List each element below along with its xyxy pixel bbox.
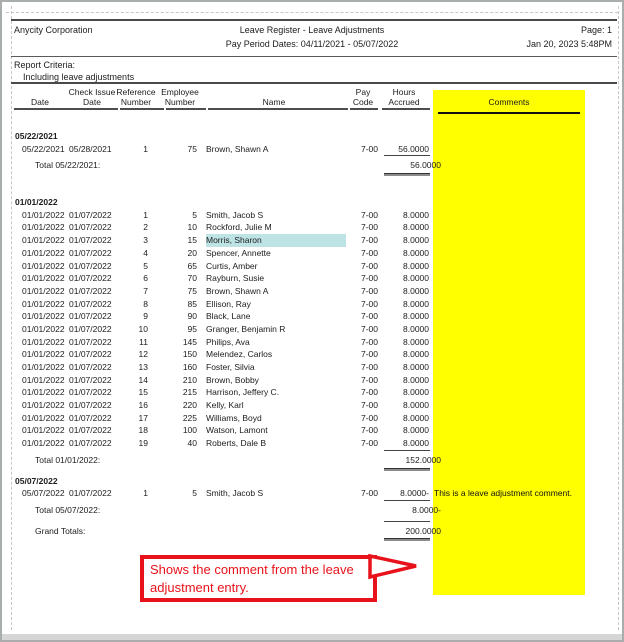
page-number: Page: 1: [580, 25, 612, 35]
cell-reference-number: 6: [143, 273, 148, 284]
cell-pay-code: 7-00: [360, 438, 378, 449]
group-total-value: 8.0000-: [412, 504, 441, 515]
cell-reference-number: 1: [143, 488, 148, 499]
hours-sum-line: [384, 450, 430, 451]
cell-comment: [430, 336, 583, 349]
cell-pay-code: 7-00: [360, 387, 378, 398]
name-text: Melendez, Carlos: [206, 349, 273, 360]
cell-name: [200, 412, 348, 425]
cell-employee-number: 225: [182, 412, 197, 423]
cell-hours-accrued: 8.0000: [403, 349, 429, 360]
cell-check-issue-date: 01/07/2022: [69, 260, 112, 271]
cell-check-issue-date: 01/07/2022: [69, 438, 112, 449]
table-row: [14, 424, 589, 437]
table-row: [14, 336, 589, 349]
cell-check-issue-date: 05/28/2021: [69, 143, 112, 154]
name-text: Rayburn, Susie: [206, 273, 265, 284]
cell-date: 01/01/2022: [22, 285, 65, 296]
cell-date: 01/01/2022: [22, 438, 65, 449]
name-text: Kelly, Karl: [206, 400, 244, 411]
cell-name: [200, 247, 348, 260]
header-mid-rule: [11, 56, 617, 57]
page-margin-guide-left: [11, 6, 12, 630]
cell-comment: [430, 234, 583, 247]
cell-date: 01/01/2022: [22, 387, 65, 398]
cell-hours-accrued: 8.0000: [403, 311, 429, 322]
hours-sum-line: [384, 155, 430, 156]
callout-box: [140, 555, 377, 602]
cell-employee-number: 100: [182, 425, 197, 436]
print-timestamp: Jan 20, 2023 5:48PM: [526, 39, 612, 49]
cell-check-issue-date: 01/07/2022: [69, 285, 112, 296]
cell-check-issue-date: 01/07/2022: [69, 273, 112, 284]
cell-name: [200, 285, 348, 298]
cell-pay-code: 7-00: [360, 488, 378, 499]
name-text: Smith, Jacob S: [206, 488, 264, 499]
table-row: [14, 310, 589, 323]
cell-employee-number: 40: [187, 438, 197, 449]
cell-reference-number: 7: [143, 285, 148, 296]
column-header-reference-number: Reference Number: [116, 87, 156, 108]
cell-pay-code: 7-00: [360, 285, 378, 296]
cell-hours-accrued: 8.0000: [403, 425, 429, 436]
cell-hours-accrued: 8.0000: [403, 273, 429, 284]
cell-employee-number: 215: [182, 387, 197, 398]
hours-sum-line: [384, 500, 430, 501]
cell-name: [200, 336, 348, 349]
cell-pay-code: 7-00: [360, 247, 378, 258]
cell-date: 01/01/2022: [22, 209, 65, 220]
grand-total-value: 200.0000: [405, 525, 441, 536]
cell-employee-number: 85: [187, 298, 197, 309]
table-row: [14, 487, 589, 500]
cell-reference-number: 5: [143, 260, 148, 271]
cell-employee-number: 145: [182, 336, 197, 347]
cell-employee-number: 5: [192, 209, 197, 220]
column-header-comments: Comments: [488, 97, 530, 108]
grand-total-label: Grand Totals:: [35, 525, 86, 536]
table-row: [14, 234, 589, 247]
cell-date: 01/01/2022: [22, 425, 65, 436]
group-total-value: 56.0000: [410, 160, 441, 171]
cell-comment: [430, 412, 583, 425]
page-margin-guide-top: [6, 12, 618, 13]
cell-reference-number: 4: [143, 247, 148, 258]
group-total-label: Total 05/22/2021:: [35, 160, 101, 171]
table-row: [14, 399, 589, 412]
column-header-employee-number: Employee Number: [161, 87, 199, 108]
name-text: Curtis, Amber: [206, 260, 258, 271]
cell-comment: [430, 424, 583, 437]
highlighted-name: Morris, Sharon: [206, 234, 346, 247]
cell-comment: [430, 374, 583, 387]
cell-name: [200, 374, 348, 387]
cell-check-issue-date: 01/07/2022: [69, 425, 112, 436]
table-row: [14, 272, 589, 285]
name-text: Black, Lane: [206, 311, 251, 322]
cell-date: 01/01/2022: [22, 362, 65, 372]
cell-pay-code: 7-00: [360, 209, 378, 220]
cell-check-issue-date: 01/07/2022: [69, 235, 112, 246]
cell-name: [200, 272, 348, 285]
cell-employee-number: 65: [187, 260, 197, 271]
report-criteria-label: Report Criteria:: [14, 60, 76, 70]
name-text: Harrison, Jeffery C.: [206, 387, 280, 398]
cell-pay-code: 7-00: [360, 349, 378, 360]
cell-hours-accrued: 8.0000: [403, 374, 429, 385]
cell-date: 01/01/2022: [22, 247, 65, 258]
pay-period-dates: Pay Period Dates: 04/11/2021 - 05/07/2022: [225, 39, 399, 49]
leave-register-table: [14, 124, 589, 541]
cell-pay-code: 7-00: [360, 362, 378, 372]
cell-date: 01/01/2022: [22, 349, 65, 360]
cell-pay-code: 7-00: [360, 400, 378, 411]
group-date-header: 05/07/2022: [15, 475, 58, 486]
cell-check-issue-date: 01/07/2022: [69, 209, 112, 220]
group-total-value: 152.0000: [405, 454, 441, 465]
table-row: [14, 348, 589, 361]
cell-date: 01/01/2022: [22, 323, 65, 334]
total-double-rule: [384, 173, 430, 176]
cell-date: 01/01/2022: [22, 400, 65, 411]
column-header-check-issue-date: Check Issue Date: [68, 87, 116, 108]
group-date-header: 01/01/2022: [15, 197, 58, 208]
report-title: Leave Register - Leave Adjustments: [239, 25, 385, 35]
cell-date: 05/07/2022: [22, 488, 65, 499]
cell-pay-code: 7-00: [360, 412, 378, 423]
table-row: [14, 361, 589, 374]
cell-comment: [430, 399, 583, 412]
cell-reference-number: 10: [138, 323, 148, 334]
name-text: Ellison, Ray: [206, 298, 251, 309]
cell-employee-number: 95: [187, 323, 197, 334]
cell-hours-accrued: 8.0000: [403, 362, 429, 372]
cell-name: [200, 221, 348, 234]
cell-check-issue-date: 01/07/2022: [69, 488, 112, 499]
cell-reference-number: 3: [143, 235, 148, 246]
cell-name: [200, 361, 348, 374]
cell-comment: [430, 386, 583, 399]
cell-hours-accrued: 8.0000: [403, 260, 429, 271]
table-row: [14, 143, 589, 156]
grand-total-sum-line: [384, 521, 430, 522]
cell-comment: [430, 298, 583, 311]
table-row: [14, 221, 589, 234]
cell-pay-code: 7-00: [360, 336, 378, 347]
cell-reference-number: 9: [143, 311, 148, 322]
name-text: Watson, Lamont: [206, 425, 268, 436]
header-underline: [66, 108, 118, 110]
column-header-name: Name: [262, 97, 286, 108]
cell-name: [200, 437, 348, 450]
cell-employee-number: 70: [187, 273, 197, 284]
cell-name: [200, 298, 348, 311]
cell-date: 01/01/2022: [22, 374, 65, 385]
cell-comment: [430, 361, 583, 374]
name-text: Granger, Benjamin R: [206, 323, 286, 334]
cell-reference-number: 13: [138, 362, 148, 372]
cell-employee-number: 90: [187, 311, 197, 322]
header-underline: [208, 108, 348, 110]
cell-pay-code: 7-00: [360, 273, 378, 284]
cell-date: 01/01/2022: [22, 273, 65, 284]
cell-employee-number: 160: [182, 362, 197, 372]
cell-check-issue-date: 01/07/2022: [69, 323, 112, 334]
cell-employee-number: 15: [187, 235, 197, 246]
report-criteria-value: Including leave adjustments: [23, 72, 135, 82]
cell-comment: This is a leave adjustment comment.: [434, 488, 572, 499]
cell-reference-number: 15: [138, 387, 148, 398]
cell-date: 01/01/2022: [22, 235, 65, 246]
cell-date: 01/01/2022: [22, 311, 65, 322]
table-row: [14, 298, 589, 311]
header-underline: [120, 108, 164, 110]
cell-name: [200, 424, 348, 437]
group-total-row: [14, 454, 589, 467]
cell-pay-code: 7-00: [360, 222, 378, 233]
cell-reference-number: 2: [143, 222, 148, 233]
company-name: Anycity Corporation: [14, 25, 93, 35]
cell-check-issue-date: 01/07/2022: [69, 387, 112, 398]
cell-hours-accrued: 8.0000: [403, 323, 429, 334]
name-text: Philips, Ava: [206, 336, 250, 347]
cell-name: [200, 323, 348, 336]
table-row: [14, 209, 589, 222]
cell-employee-number: 150: [182, 349, 197, 360]
header-underline: [166, 108, 206, 110]
name-text: Williams, Boyd: [206, 412, 262, 423]
cell-hours-accrued: 8.0000: [403, 336, 429, 347]
cell-comment: [430, 310, 583, 323]
window-bottom-edge: [2, 634, 622, 640]
callout-arrow-icon: [368, 551, 422, 581]
cell-check-issue-date: 01/07/2022: [69, 349, 112, 360]
group-total-row: [14, 504, 589, 517]
cell-hours-accrued: 8.0000: [403, 235, 429, 246]
cell-employee-number: 210: [182, 374, 197, 385]
cell-pay-code: 7-00: [360, 298, 378, 309]
column-header-pay-code: Pay Code: [352, 87, 374, 108]
cell-comment: [430, 143, 583, 156]
cell-reference-number: 14: [138, 374, 148, 385]
column-header-date: Date: [31, 97, 49, 108]
cell-date: 01/01/2022: [22, 336, 65, 347]
cell-reference-number: 11: [139, 336, 148, 347]
cell-comment: [430, 348, 583, 361]
header-underline-comments: [438, 112, 580, 114]
cell-comment: [430, 247, 583, 260]
cell-comment: [430, 285, 583, 298]
cell-name: [200, 260, 348, 273]
name-text: Rockford, Julie M: [206, 222, 272, 233]
cell-name: [200, 234, 348, 247]
name-text: Smith, Jacob S: [206, 209, 264, 220]
table-row: [14, 386, 589, 399]
cell-check-issue-date: 01/07/2022: [69, 400, 112, 411]
cell-hours-accrued: 8.0000: [403, 247, 429, 258]
cell-date: 01/01/2022: [22, 298, 65, 309]
name-text: Spencer, Annette: [206, 247, 271, 258]
cell-check-issue-date: 01/07/2022: [69, 374, 112, 385]
cell-pay-code: 7-00: [360, 323, 378, 334]
cell-name: [200, 209, 348, 222]
cell-pay-code: 7-00: [360, 311, 378, 322]
cell-hours-accrued: 8.0000: [403, 298, 429, 309]
cell-pay-code: 7-00: [360, 235, 378, 246]
cell-hours-accrued: 8.0000-: [400, 488, 429, 499]
name-text: Brown, Bobby: [206, 374, 259, 385]
table-row: [14, 260, 589, 273]
cell-name: [200, 487, 348, 500]
cell-comment: [430, 437, 583, 450]
cell-comment: [430, 323, 583, 336]
cell-hours-accrued: 8.0000: [403, 400, 429, 411]
cell-reference-number: 8: [143, 298, 148, 309]
cell-comment: [430, 272, 583, 285]
grand-total-row: [14, 525, 589, 538]
cell-pay-code: 7-00: [360, 143, 378, 154]
header-bottom-rule: [11, 82, 617, 84]
cell-hours-accrued: 8.0000: [403, 285, 429, 296]
table-row: [14, 285, 589, 298]
cell-name: [200, 310, 348, 323]
header-underline: [350, 108, 378, 110]
cell-hours-accrued: 8.0000: [403, 412, 429, 423]
cell-reference-number: 1: [143, 143, 148, 154]
callout-text: Shows the comment from the leave adjustment entry.: [150, 562, 354, 595]
cell-hours-accrued: 56.0000: [398, 143, 429, 154]
cell-name: [200, 399, 348, 412]
cell-check-issue-date: 01/07/2022: [69, 412, 112, 423]
column-header-hours-accrued: Hours Accrued: [388, 87, 420, 108]
cell-employee-number: 10: [187, 222, 197, 233]
cell-date: 05/22/2021: [22, 143, 65, 154]
cell-reference-number: 16: [138, 400, 148, 411]
cell-reference-number: 18: [138, 425, 148, 436]
cell-reference-number: 12: [138, 349, 148, 360]
total-double-rule: [384, 468, 430, 471]
cell-employee-number: 5: [192, 488, 197, 499]
cell-pay-code: 7-00: [360, 425, 378, 436]
total-double-rule: [384, 538, 430, 541]
table-row: [14, 323, 589, 336]
table-row: [14, 247, 589, 260]
page-margin-guide-right: [618, 6, 619, 630]
table-row: [14, 412, 589, 425]
cell-comment: [430, 209, 583, 222]
cell-date: 01/01/2022: [22, 222, 65, 233]
cell-date: 01/01/2022: [22, 260, 65, 271]
cell-comment: [430, 221, 583, 234]
name-text: Brown, Shawn A: [206, 285, 269, 296]
cell-reference-number: 19: [138, 438, 148, 449]
cell-date: 01/01/2022: [22, 412, 65, 423]
cell-check-issue-date: 01/07/2022: [69, 311, 112, 322]
group-date-header: 05/22/2021: [15, 131, 58, 141]
cell-employee-number: 220: [182, 400, 197, 411]
cell-comment: [430, 260, 583, 273]
cell-check-issue-date: 01/07/2022: [69, 298, 112, 309]
cell-check-issue-date: 01/07/2022: [69, 222, 112, 233]
cell-check-issue-date: 01/07/2022: [69, 336, 112, 347]
cell-check-issue-date: 01/07/2022: [69, 247, 112, 258]
cell-pay-code: 7-00: [360, 260, 378, 271]
name-text: Brown, Shawn A: [206, 143, 269, 154]
table-row: [14, 374, 589, 387]
group-total-label: Total 05/07/2022:: [35, 504, 101, 515]
cell-name: [200, 348, 348, 361]
header-top-rule: [11, 19, 617, 21]
cell-employee-number: 75: [187, 285, 197, 296]
cell-name: [200, 386, 348, 399]
cell-hours-accrued: 8.0000: [403, 222, 429, 233]
table-row: [14, 437, 589, 450]
cell-employee-number: 20: [187, 247, 197, 258]
cell-hours-accrued: 8.0000: [403, 209, 429, 220]
cell-check-issue-date: 01/07/2022: [69, 362, 112, 372]
name-text: Foster, Silvia: [206, 362, 255, 372]
name-text: Roberts, Dale B: [206, 438, 266, 449]
header-underline: [382, 108, 430, 110]
cell-reference-number: 1: [143, 209, 148, 220]
group-total-label: Total 01/01/2022:: [35, 454, 101, 465]
cell-employee-number: 75: [187, 143, 197, 154]
cell-name: [200, 143, 348, 156]
cell-pay-code: 7-00: [360, 374, 378, 385]
header-underline: [14, 108, 66, 110]
cell-hours-accrued: 8.0000: [403, 387, 429, 398]
group-total-row: [14, 159, 589, 172]
cell-hours-accrued: 8.0000: [403, 438, 429, 449]
cell-reference-number: 17: [138, 412, 148, 423]
